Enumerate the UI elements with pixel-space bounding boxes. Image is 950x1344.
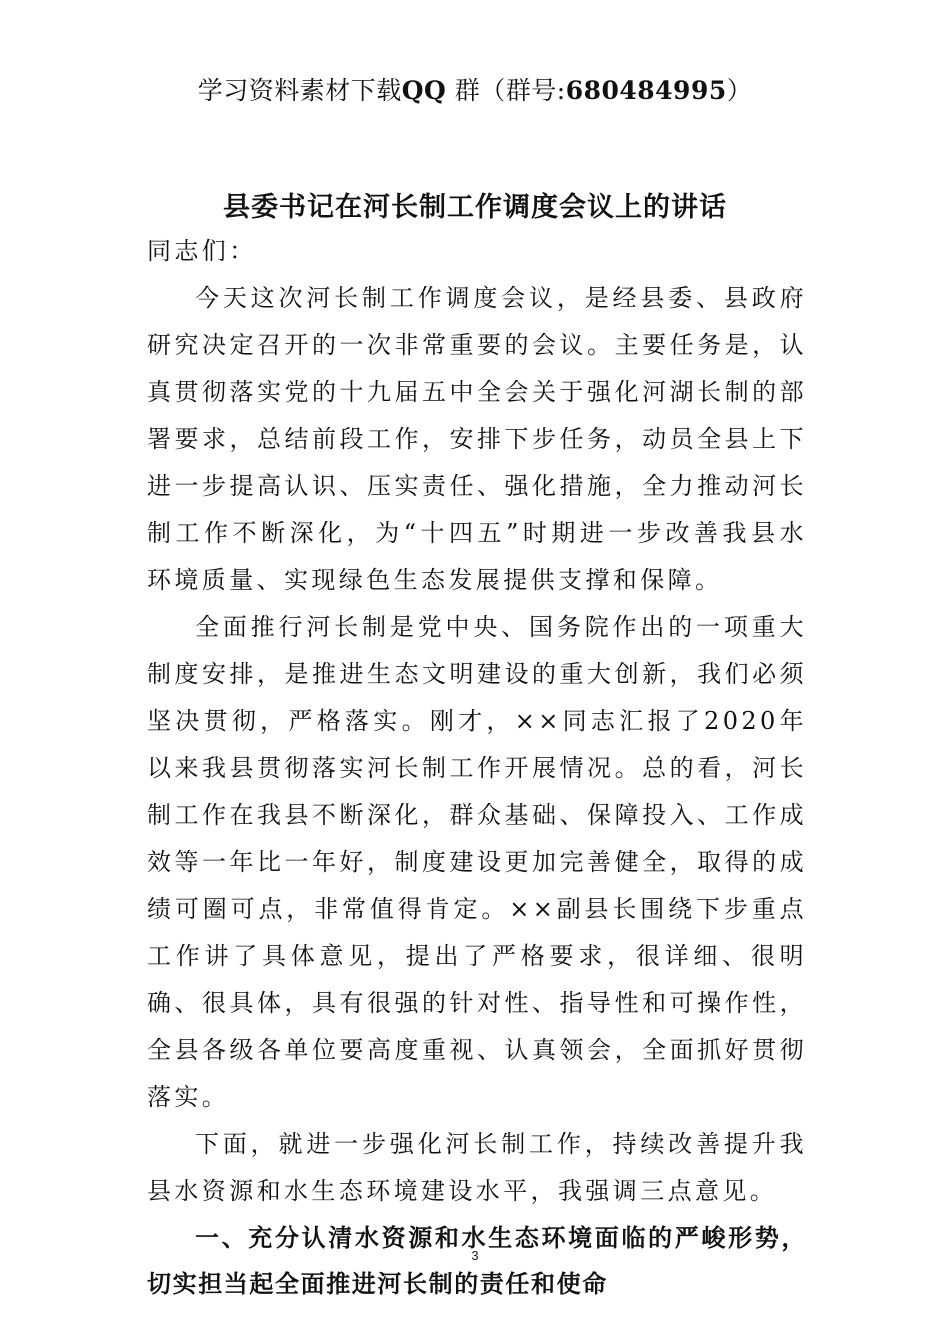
header-qq: QQ [401, 76, 447, 105]
header-suffix: ） [726, 76, 753, 105]
document-title: 县委书记在河长制工作调度会议上的讲话 [223, 192, 727, 223]
header-banner [0, 74, 950, 108]
page-number: 3 [471, 1248, 479, 1263]
header-prefix: 学习资料素材下载 [197, 76, 402, 105]
header-group-number: 680484995 [565, 76, 727, 105]
header-group: 群（群号: [446, 76, 566, 105]
section-heading: 一、充分认清水资源和水生态环境面临的严峻形势，切实担当起全面推进河长制的责任和使命 [147, 1224, 807, 1298]
paragraph-3: 下面，就进一步强化河长制工作，持续改善提升我县水资源和水生态环境建设水平，我强调三点意见。 [147, 1130, 807, 1205]
salutation: 同志们： [147, 237, 257, 265]
paragraph-1: 今天这次河长制工作调度会议，是经县委、县政府研究决定召开的一次非常重要的会议。主要任务是，认真贯彻落实党的十九届五中全会关于强化河湖长制的部署要求，总结前段工作，安排下步任务，动员全县上下进一步提高认识、压实责任、强化措施，全力推动河长制工作不断深化，为“十四五”时期进一步改善我县水环境质量、实现绿色生态发展提供支撑和保障。 [147, 284, 807, 594]
paragraph-2: 全面推行河长制是党中央、国务院作出的一项重大制度安排，是推进生态文明建设的重大创新，我们必须坚决贯彻，严格落实。刚才，××同志汇报了2020年以来我县贯彻落实河长制工作开展情况。总的看，河长制工作在我县不断深化，群众基础、保障投入、工作成效等一年比一年好，制度建设更加完善健全，取得的成绩可圈可点，非常值得肯定。××副县长围绕下步重点工作讲了具体意见，提出了严格要求，很详细、很明确、很具体，具有很强的针对性、指导性和可操作性，全县各级各单位要高度重视、认真领会，全面抓好贯彻落实。 [147, 613, 807, 1111]
document-body [147, 228, 807, 1307]
